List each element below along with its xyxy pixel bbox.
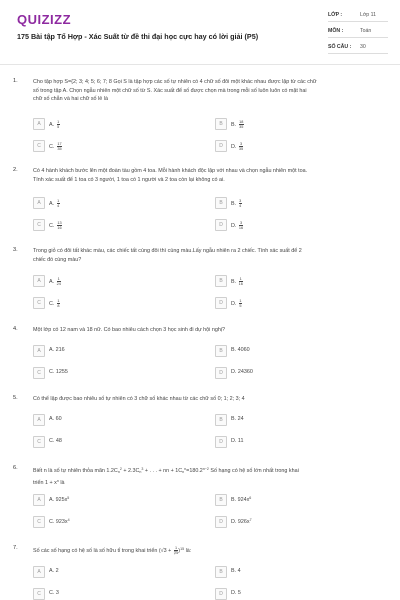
fraction: $\frac{1}{5}$ <box>57 120 60 129</box>
fraction: $\frac{3}{35}$ <box>238 142 244 151</box>
question-line: Một lớp có 12 nam và 18 nữ. Có bao nhiêu cách chọn 3 học sinh đi dự hội nghị? <box>33 327 226 333</box>
option-letter: C <box>33 219 45 231</box>
meta-divider <box>328 53 388 54</box>
option-text: C. 1255 <box>49 369 68 375</box>
option-c[interactable] <box>33 297 201 310</box>
option-text: B. $\frac{3}{4}$ <box>231 199 242 208</box>
option-letter: C <box>33 367 45 379</box>
option-letter: D <box>215 516 227 528</box>
option-b[interactable] <box>215 494 383 507</box>
question-text <box>33 326 388 335</box>
option-d[interactable] <box>215 297 383 310</box>
question-line: Biết n là số tự nhiên thỏa mãn $1.2C_n^2 + 2.3C_n^3$ + . . . + nn + $1C_n^n=180.2^{n-2}$ Số hạng có hệ số lớn nhất trong khai <box>33 467 299 474</box>
meta-label: SỐ CÂU : <box>328 44 352 50</box>
fraction: $\frac{17}{35}$ <box>57 142 62 151</box>
option-text: A. $925x^5$ <box>49 496 70 503</box>
option-letter: D <box>215 436 227 448</box>
option-letter: B <box>215 414 227 426</box>
option-text: C. $923x^4$ <box>49 518 70 525</box>
option-letter: B <box>215 345 227 357</box>
option-a[interactable] <box>33 494 201 507</box>
option-letter: B <box>215 494 227 506</box>
question-number: 1. <box>13 78 18 84</box>
option-d[interactable] <box>215 219 383 232</box>
option-letter: A <box>33 414 45 426</box>
option-c[interactable] <box>33 219 201 232</box>
option-letter: D <box>215 367 227 379</box>
option-b[interactable] <box>215 118 383 131</box>
option-letter: C <box>33 436 45 448</box>
quizizz-logo: QUIZIZZ <box>17 12 72 27</box>
question-line: chiếc đó cùng màu? <box>33 256 82 263</box>
question-line: chữ số chẵn và hai chữ số lẻ là <box>33 96 108 103</box>
question-line: Số các số hạng có hệ số là số hữu tỉ trong khai triển (√3 + $\frac{1}{∛5}$ )$^{15}$ là: <box>33 546 192 556</box>
option-letter: B <box>215 275 227 287</box>
fraction: $\frac{3}{16}$ <box>238 221 244 230</box>
option-text: D. $\frac{3}{35}$ <box>231 142 244 151</box>
meta-label: MÔN : <box>328 28 344 34</box>
document-title: 175 Bài tập Tổ Hợp - Xác Suất từ đề thi đại học cực hay có lời giải (P5) <box>17 32 259 41</box>
option-d[interactable] <box>215 367 383 380</box>
option-text: B. 24 <box>231 416 244 422</box>
meta-value: 30 <box>360 44 366 50</box>
option-b[interactable] <box>215 197 383 210</box>
fraction: $\frac{1}{24}$ <box>56 277 61 286</box>
question-text <box>33 167 388 184</box>
option-text: A. $\frac{1}{4}$ <box>49 199 60 208</box>
fraction: $\frac{1}{∛5}$ <box>173 546 179 556</box>
option-text: C. 3 <box>49 590 59 596</box>
option-a[interactable] <box>33 345 201 358</box>
option-d[interactable] <box>215 588 383 600</box>
option-letter: A <box>33 345 45 357</box>
question-text <box>33 395 388 404</box>
option-text: D. 11 <box>231 438 244 444</box>
option-text: A. 60 <box>49 416 62 422</box>
option-c[interactable] <box>33 140 201 153</box>
option-letter: D <box>215 588 227 600</box>
option-b[interactable] <box>215 414 383 427</box>
fraction: $\frac{13}{16}$ <box>57 221 62 230</box>
question-number: 5. <box>13 395 18 401</box>
option-text: B. $\frac{1}{16}$ <box>231 277 243 286</box>
option-text: C. $\frac{13}{16}$ <box>49 221 62 230</box>
option-a[interactable] <box>33 197 201 210</box>
fraction: $\frac{1}{8}$ <box>57 299 60 308</box>
option-letter: A <box>33 275 45 287</box>
option-a[interactable] <box>33 414 201 427</box>
option-c[interactable] <box>33 516 201 529</box>
question-line: Cho tập hợp S={2; 3; 4; 5; 6; 7; 8 Gọi S là tập hợp các số tự nhiên có 4 chữ số đôi một khác nhau được lập từ các chữ <box>33 79 317 85</box>
option-text: B. 4060 <box>231 347 250 353</box>
question-number: 7. <box>13 545 18 551</box>
option-letter: C <box>33 588 45 600</box>
question-text <box>33 247 388 264</box>
option-letter: B <box>215 197 227 209</box>
option-text: D. $\frac{3}{16}$ <box>231 221 244 230</box>
option-d[interactable] <box>215 140 383 153</box>
meta-divider <box>328 37 388 38</box>
option-a[interactable] <box>33 118 201 131</box>
header-divider <box>0 64 400 65</box>
option-letter: A <box>33 118 45 130</box>
question-number: 4. <box>13 326 18 332</box>
fraction: $\frac{18}{35}$ <box>239 120 244 129</box>
option-text: D. 24360 <box>231 369 253 375</box>
question-text <box>33 545 388 556</box>
option-d[interactable] <box>215 436 383 449</box>
option-letter: A <box>33 494 45 506</box>
question-line: triển $1 + x^n$ là <box>33 478 65 486</box>
option-letter: C <box>33 516 45 528</box>
option-letter: A <box>33 197 45 209</box>
option-c[interactable] <box>33 588 201 600</box>
question-number: 6. <box>13 465 18 471</box>
option-c[interactable] <box>33 367 201 380</box>
option-text: A. 2 <box>49 568 59 574</box>
option-text: B. 4 <box>231 568 241 574</box>
option-text: D. $\frac{1}{5}$ <box>231 299 242 308</box>
option-b[interactable] <box>215 566 383 579</box>
question-line: Có thể lập được bao nhiêu số tự nhiên có 3 chữ số khác nhau từ các chữ số 0; 1; 2; 3; 4 <box>33 396 245 402</box>
option-a[interactable] <box>33 275 201 288</box>
meta-value: Toán <box>360 28 372 34</box>
question-line: số trong tập A. Chọn ngẫu nhiên một chữ số từ S. Xác suất để số được chọn mà trong mỗi số luôn luôn có mặt hai <box>33 87 307 94</box>
option-letter: D <box>215 219 227 231</box>
option-letter: C <box>33 297 45 309</box>
fraction: $\frac{1}{16}$ <box>238 277 243 286</box>
option-a[interactable] <box>33 566 201 579</box>
question-number: 3. <box>13 247 18 253</box>
option-letter: D <box>215 297 227 309</box>
option-d[interactable] <box>215 516 383 529</box>
option-text: C. 48 <box>49 438 62 444</box>
option-text: D. 5 <box>231 590 241 596</box>
option-letter: B <box>215 566 227 578</box>
option-text: A. $\frac{1}{5}$ <box>49 120 60 129</box>
option-text: A. $\frac{1}{24}$ <box>49 277 61 286</box>
fraction: $\frac{1}{5}$ <box>239 299 242 308</box>
option-text: B. $924x^6$ <box>231 496 252 503</box>
meta-value: Lớp 11 <box>360 12 376 18</box>
option-text: C. $\frac{1}{8}$ <box>49 299 60 308</box>
option-c[interactable] <box>33 436 201 449</box>
fraction: $\frac{3}{4}$ <box>239 199 242 208</box>
page-header <box>0 0 400 64</box>
option-letter: C <box>33 140 45 152</box>
question-text <box>33 465 388 487</box>
option-b[interactable] <box>215 275 383 288</box>
option-text: C. $\frac{17}{35}$ <box>49 142 62 151</box>
option-text: D. $926x^7$ <box>231 518 252 525</box>
option-text: A. 216 <box>49 347 65 353</box>
option-text: B. $\frac{18}{35}$ <box>231 120 244 129</box>
question-line: Tính xác suất để 1 toa có 3 người, 1 toa có 1 người và 2 toa còn lại không có ai. <box>33 176 225 183</box>
question-number: 2. <box>13 167 18 173</box>
question-text <box>33 78 388 104</box>
option-letter: A <box>33 566 45 578</box>
option-letter: D <box>215 140 227 152</box>
question-line: Trong giỏ có đôi tất khác màu, các chiếc tất cùng đôi thì cùng màu.Lấy ngẫu nhiên ra 2 chiếc. Tính xác suất để 2 <box>33 248 302 254</box>
fraction: $\frac{1}{4}$ <box>57 199 60 208</box>
question-line: Có 4 hành khách bước lên một đoàn tàu gồm 4 toa. Mỗi hành khách độc lập với nhau và chọn ngẫu nhiên một toa. <box>33 168 308 174</box>
option-b[interactable] <box>215 345 383 358</box>
meta-divider <box>328 21 388 22</box>
option-letter: B <box>215 118 227 130</box>
meta-label: LỚP : <box>328 12 343 18</box>
